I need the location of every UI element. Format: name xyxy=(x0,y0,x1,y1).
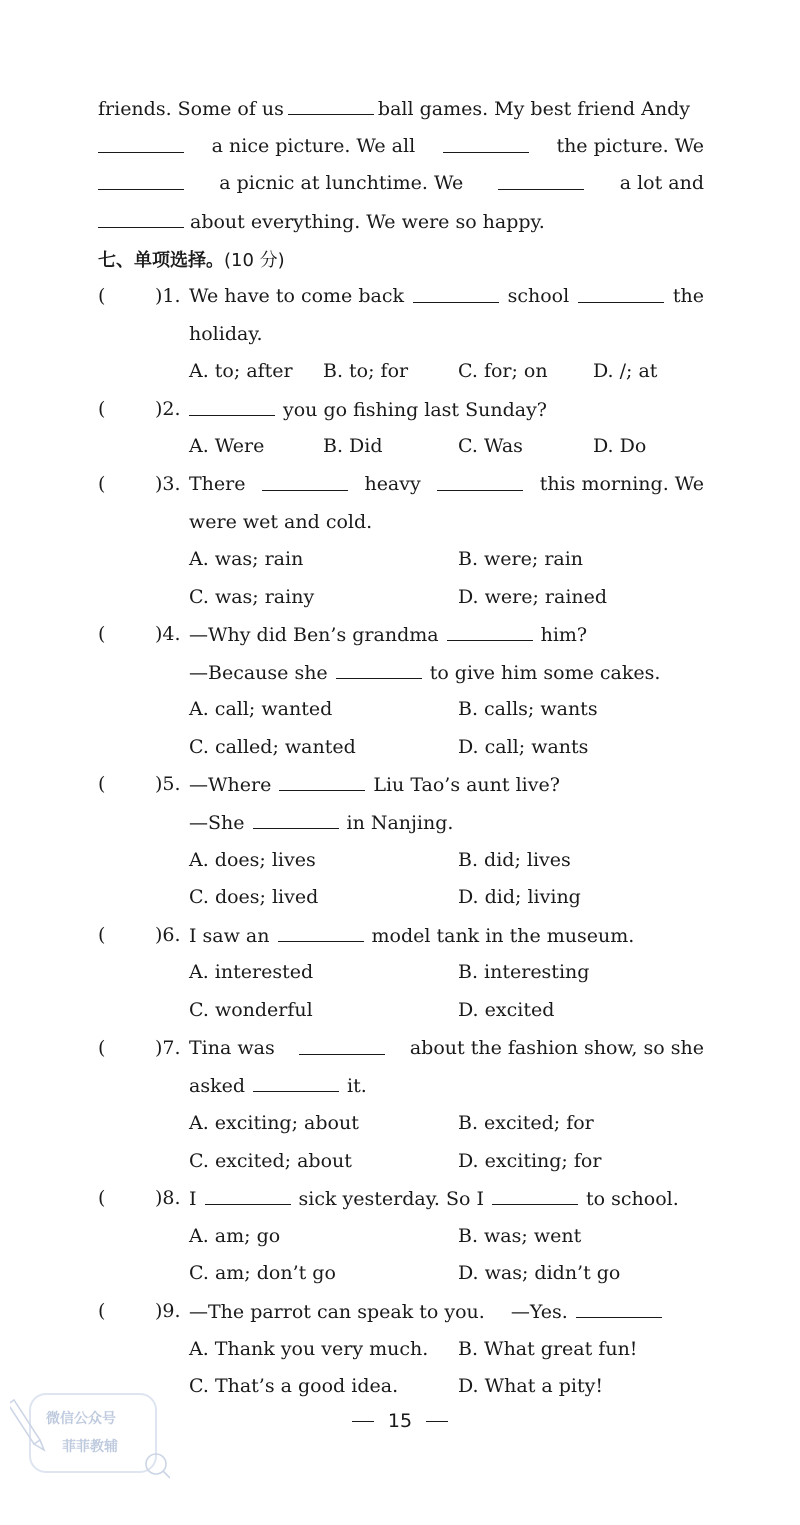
option-b[interactable]: B. to; for xyxy=(323,360,409,382)
answer-paren[interactable]: ( xyxy=(98,1300,106,1322)
answer-blank xyxy=(98,171,184,190)
option-c[interactable]: C. called; wanted xyxy=(189,736,356,758)
option-d[interactable]: D. exciting; for xyxy=(458,1150,602,1172)
option-c[interactable]: C. was; rainy xyxy=(189,586,315,608)
question-stem xyxy=(189,923,634,948)
option-d[interactable]: D. was; didn’t go xyxy=(458,1262,621,1284)
section-heading: 七、单项选择。 xyxy=(98,250,224,271)
answer-blank xyxy=(189,397,275,416)
option-a[interactable]: A. exciting; about xyxy=(189,1112,359,1134)
answer-blank xyxy=(498,171,584,190)
passage-text: about everything. We were so happy. xyxy=(190,211,545,233)
question-number: )8. xyxy=(155,1187,181,1209)
option-b[interactable]: B. Did xyxy=(323,435,383,457)
question-stem xyxy=(189,472,704,496)
stem-text: model tank in the museum. xyxy=(371,925,635,947)
passage-text: a picnic at lunchtime. We xyxy=(219,172,464,194)
passage-text: ball games. My best friend Andy xyxy=(377,98,690,120)
option-d[interactable]: D. were; rained xyxy=(458,586,608,608)
answer-blank xyxy=(278,923,364,942)
option-d[interactable]: D. did; living xyxy=(458,886,581,908)
question-stem xyxy=(189,1186,679,1211)
stem-text: sick yesterday. So I xyxy=(298,1188,485,1210)
watermark-text: 微信公众号 xyxy=(46,1411,116,1427)
stem-text: you go fishing last Sunday? xyxy=(283,399,547,421)
option-a[interactable]: A. am; go xyxy=(189,1225,281,1247)
option-c[interactable]: C. excited; about xyxy=(189,1150,352,1172)
stem-text: Liu Tao’s aunt live? xyxy=(373,774,560,796)
question-stem xyxy=(189,1299,662,1324)
answer-blank xyxy=(336,660,422,679)
answer-blank xyxy=(253,1073,339,1092)
answer-blank xyxy=(443,134,529,153)
stem-text: —Where xyxy=(189,774,272,796)
watermark-text: 菲菲教辅 xyxy=(62,1439,118,1455)
question-number: )4. xyxy=(155,623,181,645)
question-number: )7. xyxy=(155,1037,181,1059)
section-score: (10 分) xyxy=(224,250,285,271)
stem-text: it. xyxy=(347,1075,367,1097)
answer-paren[interactable]: ( xyxy=(98,398,106,420)
answer-paren[interactable]: ( xyxy=(98,285,106,307)
stem-text: asked xyxy=(189,1075,245,1097)
option-d[interactable]: D. excited xyxy=(458,999,555,1021)
stem-text: We have to come back xyxy=(189,285,404,307)
stem-text: to give him some cakes. xyxy=(429,662,661,684)
option-b[interactable]: B. were; rain xyxy=(458,548,584,570)
option-c[interactable]: C. does; lived xyxy=(189,886,319,908)
stem-text: —Yes. xyxy=(510,1301,568,1323)
option-a[interactable]: A. interested xyxy=(189,961,314,983)
option-c[interactable]: C. wonderful xyxy=(189,999,313,1021)
option-b[interactable]: B. excited; for xyxy=(458,1112,594,1134)
option-b[interactable]: B. was; went xyxy=(458,1225,582,1247)
passage-line-3 xyxy=(98,171,704,195)
option-a[interactable]: A. does; lives xyxy=(189,849,316,871)
option-b[interactable]: B. calls; wants xyxy=(458,698,598,720)
passage-text: a lot and xyxy=(619,172,704,194)
answer-blank xyxy=(262,472,348,491)
option-c[interactable]: C. Was xyxy=(458,435,523,457)
option-a[interactable]: A. to; after xyxy=(189,360,293,382)
answer-blank xyxy=(576,1299,662,1318)
question-number: )2. xyxy=(155,398,181,420)
option-a[interactable]: A. was; rain xyxy=(189,548,304,570)
stem-text: —Because she xyxy=(189,662,328,684)
stem-text: him? xyxy=(540,624,588,646)
section-title xyxy=(98,246,285,272)
answer-blank xyxy=(299,1036,385,1055)
stem-continuation: were wet and cold. xyxy=(189,511,373,533)
option-c[interactable]: C. for; on xyxy=(458,360,548,382)
watermark xyxy=(10,1390,170,1480)
option-c[interactable]: C. am; don’t go xyxy=(189,1262,336,1284)
stem-text: to school. xyxy=(586,1188,679,1210)
question-stem-line-2 xyxy=(189,1073,367,1098)
question-number: )5. xyxy=(155,773,181,795)
answer-blank xyxy=(447,622,533,641)
stem-continuation: holiday. xyxy=(189,323,263,345)
option-b[interactable]: B. interesting xyxy=(458,961,590,983)
answer-blank xyxy=(413,284,499,303)
question-stem xyxy=(189,1036,704,1060)
watermark-frame-icon xyxy=(10,1390,170,1480)
answer-paren[interactable]: ( xyxy=(98,1187,106,1209)
option-d[interactable]: D. Do xyxy=(593,435,647,457)
stem-text: in Nanjing. xyxy=(346,812,454,834)
question-number: )6. xyxy=(155,924,181,946)
question-stem-line-2 xyxy=(189,810,453,835)
page-number-dash xyxy=(426,1421,448,1422)
stem-text: heavy xyxy=(364,473,421,495)
answer-blank xyxy=(288,96,374,115)
passage-line-2 xyxy=(98,134,704,158)
answer-blank xyxy=(98,134,184,153)
stem-text: —Why did Ben’s grandma xyxy=(189,624,439,646)
answer-paren[interactable]: ( xyxy=(98,473,106,495)
question-stem xyxy=(189,397,547,422)
passage-line-1 xyxy=(98,96,704,121)
stem-text: I saw an xyxy=(189,925,270,947)
option-c[interactable]: C. That’s a good idea. xyxy=(189,1375,399,1397)
option-a[interactable]: A. Were xyxy=(189,435,265,457)
question-number: )9. xyxy=(155,1300,181,1322)
passage-text: a nice picture. We all xyxy=(211,135,416,157)
stem-text: this morning. We xyxy=(539,473,704,495)
option-b[interactable]: B. did; lives xyxy=(458,849,571,871)
option-d[interactable]: D. call; wants xyxy=(458,736,589,758)
answer-blank xyxy=(279,772,365,791)
answer-paren[interactable]: ( xyxy=(98,924,106,946)
answer-blank xyxy=(492,1186,578,1205)
stem-text: There xyxy=(189,473,246,495)
page-number-dash xyxy=(352,1421,374,1422)
answer-blank xyxy=(253,810,339,829)
passage-text: friends. Some of us xyxy=(98,98,284,120)
stem-text: school xyxy=(507,285,570,307)
answer-paren[interactable]: ( xyxy=(98,773,106,795)
answer-blank xyxy=(437,472,523,491)
answer-blank xyxy=(578,284,664,303)
option-a[interactable]: A. Thank you very much. xyxy=(189,1338,429,1360)
page-number-value: 15 xyxy=(387,1410,413,1432)
question-stem xyxy=(189,772,560,797)
option-d[interactable]: D. /; at xyxy=(593,360,658,382)
stem-text: I xyxy=(189,1188,197,1210)
question-stem xyxy=(189,622,587,647)
option-a[interactable]: A. call; wanted xyxy=(189,698,333,720)
question-stem-line-2 xyxy=(189,660,660,685)
question-number: )3. xyxy=(155,473,181,495)
question-number: )1. xyxy=(155,285,181,307)
question-stem xyxy=(189,284,704,308)
answer-blank xyxy=(98,209,184,228)
stem-text: the xyxy=(672,285,704,307)
answer-blank xyxy=(205,1186,291,1205)
stem-text: —The parrot can speak to you. xyxy=(189,1301,485,1323)
stem-text: about the fashion show, so she xyxy=(409,1037,704,1059)
option-b[interactable]: B. What great fun! xyxy=(458,1338,638,1360)
answer-paren[interactable]: ( xyxy=(98,1037,106,1059)
passage-text: the picture. We xyxy=(556,135,704,157)
passage-line-4 xyxy=(98,209,545,234)
stem-text: —She xyxy=(189,812,245,834)
option-d[interactable]: D. What a pity! xyxy=(458,1375,604,1397)
stem-text: Tina was xyxy=(189,1037,275,1059)
answer-paren[interactable]: ( xyxy=(98,623,106,645)
